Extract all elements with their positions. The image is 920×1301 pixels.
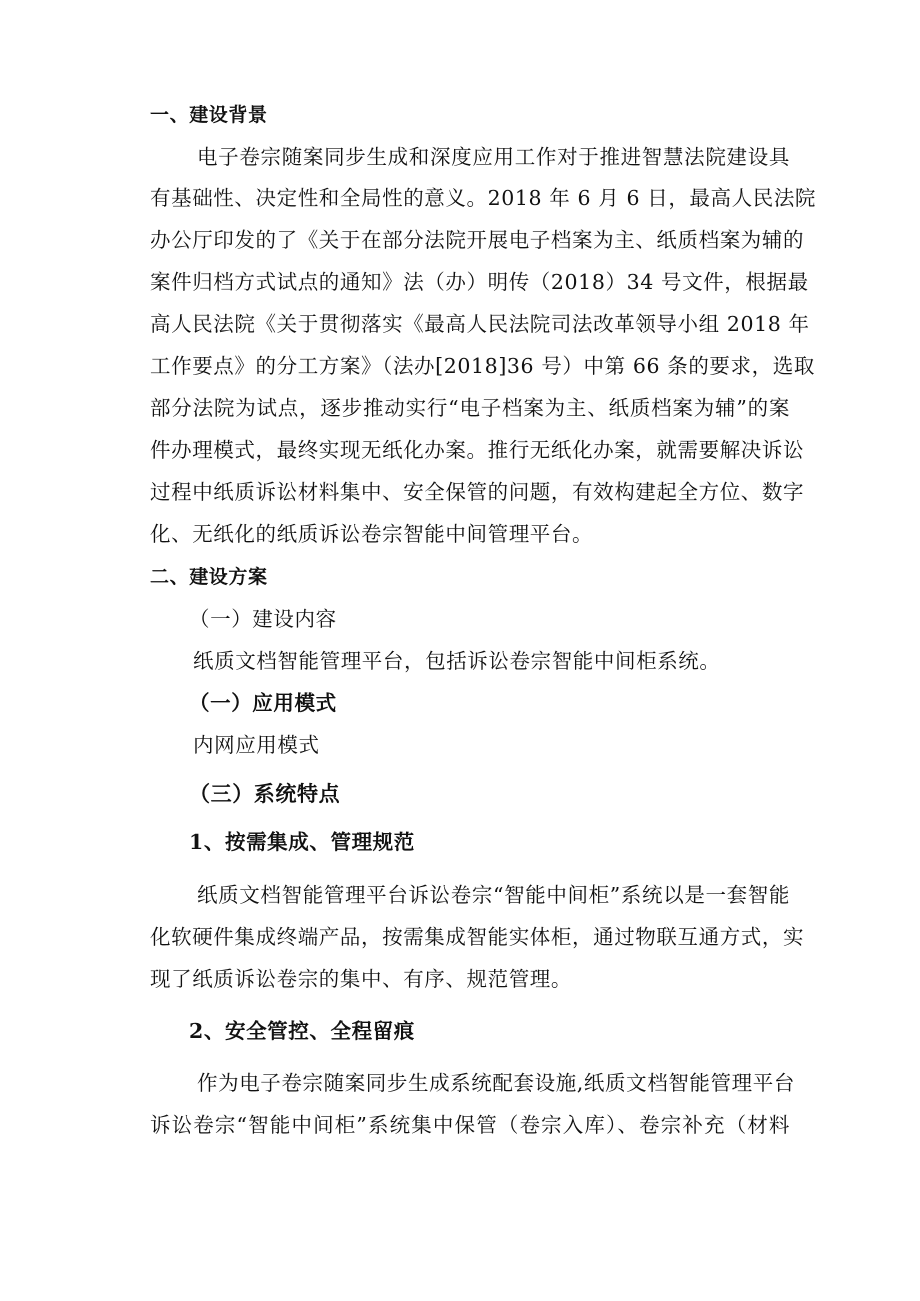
section-heading-background: 一、建设背景 [150,104,268,126]
paragraph-line: 纸质文档智能管理平台诉讼卷宗“智能中间柜”系统以是一套智能 [197,883,790,907]
paragraph-line: 化、无纸化的纸质诉讼卷宗智能中间管理平台。 [150,522,594,546]
paragraph-line: 工作要点》的分工方案》（法办[2018]36 号）中第 66 条的要求，选取 [150,354,815,378]
paragraph-line: 现了纸质诉讼卷宗的集中、有序、规范管理。 [150,967,572,991]
paragraph-line: 件办理模式，最终实现无纸化办案。推行无纸化办案，就需要解决诉讼 [150,438,805,462]
paragraph-line: 作为电子卷宗随案同步生成系统配套设施,纸质文档智能管理平台 [197,1071,795,1095]
subheading-mode: （一）应用模式 [189,691,337,715]
paragraph-line: 诉讼卷宗“智能中间柜”系统集中保管（卷宗入库）、卷宗补充（材料 [150,1113,790,1137]
section-heading-plan: 二、建设方案 [150,566,268,588]
paragraph-line: 部分法院为试点，逐步推动实行“电子档案为主、纸质档案为辅”的案 [150,396,790,420]
feature-heading-1: 1、按需集成、管理规范 [189,830,415,854]
subheading-content: （一）建设内容 [189,607,337,631]
paragraph-line: 纸质文档智能管理平台，包括诉讼卷宗智能中间柜系统。 [193,649,721,673]
paragraph-line: 过程中纸质诉讼材料集中、安全保管的问题，有效构建起全方位、数字 [150,480,805,504]
paragraph-line: 内网应用模式 [193,733,320,757]
paragraph-line: 高人民法院《关于贯彻落实《最高人民法院司法改革领导小组 2018 年 [150,312,810,336]
paragraph-line: 办公厅印发的了《关于在部分法院开展电子档案为主、纸质档案为辅的 [150,228,805,252]
paragraph-line: 化软硬件集成终端产品，按需集成智能实体柜，通过物联互通方式，实 [150,925,805,949]
feature-heading-2: 2、安全管控、全程留痕 [189,1019,415,1043]
paragraph-line: 有基础性、决定性和全局性的意义。2018 年 6 月 6 日，最高人民法院 [150,186,817,210]
paragraph-line: 案件归档方式试点的通知》法（办）明传（2018）34 号文件，根据最 [150,270,809,294]
subheading-features: （三）系统特点 [189,781,341,806]
paragraph-line: 电子卷宗随案同步生成和深度应用工作对于推进智慧法院建设具 [197,145,790,169]
